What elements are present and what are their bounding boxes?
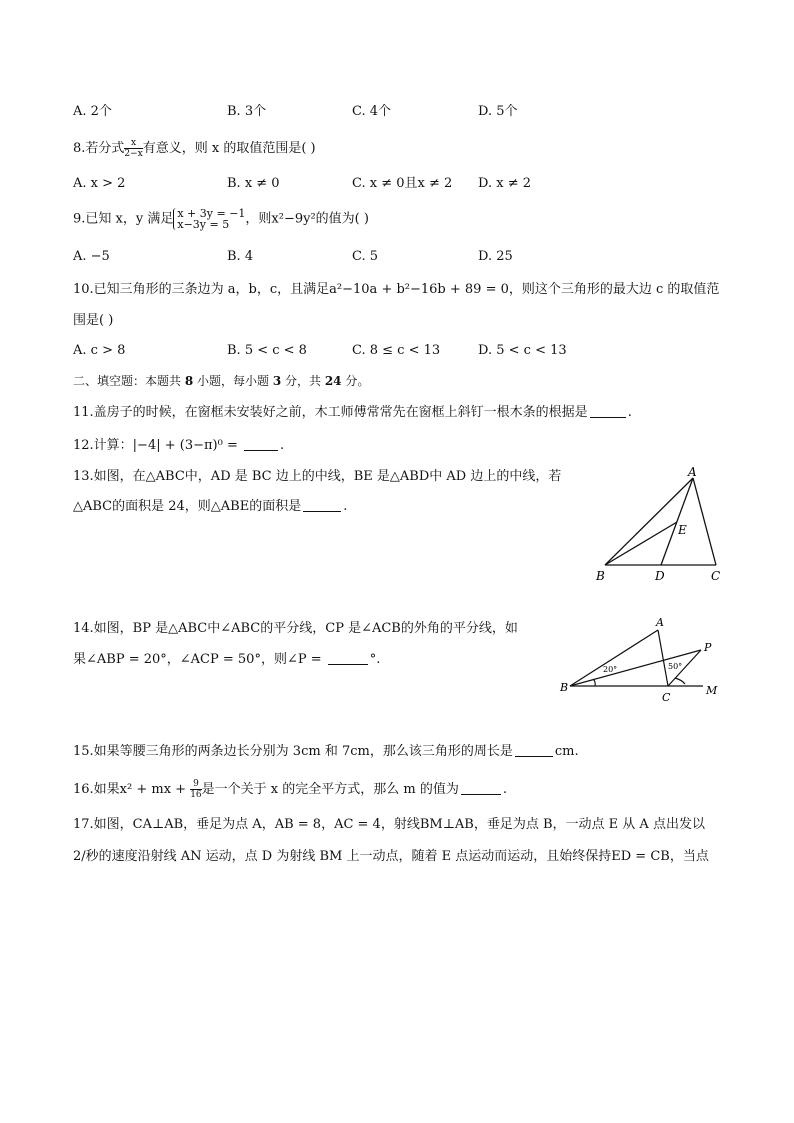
q14-angle-label-20: 20° — [603, 665, 618, 674]
q9-stem — [73, 208, 369, 230]
q8-stem — [73, 138, 316, 159]
q12-stem — [73, 436, 284, 456]
q9-equation-system — [173, 208, 245, 230]
q15-end: cm. — [554, 744, 579, 759]
q16-fraction — [190, 779, 201, 800]
section2-mid2: 分，共 — [281, 374, 325, 388]
q7-option-d: D. 5个 — [478, 104, 518, 119]
q13-label-a: A — [688, 465, 697, 479]
q14-angle-label-50: 50° — [668, 662, 683, 671]
q7-option-b: B. 3个 — [227, 104, 267, 119]
q11-text: 11.盖房子的时候，在窗框未安装好之前，木工师傅常常先在窗框上斜钉一根木条的根据是 — [73, 405, 588, 420]
q8-suffix: 有意义，则 x 的取值范围是( ) — [142, 141, 316, 156]
q14-label-m: M — [706, 684, 718, 697]
q8-frac-den: 2−x — [124, 149, 143, 159]
q14-label-p: P — [704, 641, 712, 654]
q14-line2: 果∠ABP = 20°，∠ACP = 50°，则∠P = — [73, 652, 326, 667]
section2-mid: 小题，每小题 — [193, 374, 273, 388]
q13-end: . — [343, 499, 348, 514]
q14-triangle-figure — [555, 612, 730, 707]
section2-count: 8 — [184, 374, 194, 388]
section2-prefix: 二、填空题：本题共 — [73, 374, 185, 388]
q13-segment-ad — [661, 478, 693, 565]
q13-label-d: D — [655, 569, 665, 583]
q7-option-c: C. 4个 — [352, 104, 392, 119]
q10-line1: 10.已知三角形的三条边为 a，b，c，且满足a²−10a + b²−16b + 89 = 0，则这个三角形的最大边 c 的取值范 — [73, 282, 720, 297]
q14-angle-arc-c — [675, 678, 685, 684]
q9-eq2: x−3y = 5 — [177, 218, 230, 231]
q8-frac-num: x — [124, 138, 142, 149]
q16-end: . — [502, 782, 507, 797]
q8-option-a: A. x > 2 — [73, 176, 126, 191]
q14-end: °. — [369, 652, 381, 667]
q8-option-b: B. x ≠ 0 — [227, 176, 280, 191]
q13-answer-blank[interactable] — [303, 497, 341, 512]
q11-stem — [73, 403, 632, 423]
q11-answer-blank[interactable] — [590, 403, 626, 418]
q13-line2: △ABC的面积是 24，则△ABE的面积是 — [73, 499, 302, 514]
q13-label-b: B — [596, 569, 605, 583]
q10-option-a: A. c > 8 — [73, 343, 126, 358]
q14-label-b: B — [560, 681, 569, 694]
q9-option-a: A. −5 — [73, 249, 110, 264]
section-header-fill-in — [73, 372, 369, 389]
q8-option-c: C. x ≠ 0且x ≠ 2 — [352, 176, 453, 191]
q14-segment-ba — [570, 630, 658, 686]
q16-prefix: 16.如果x² + mx + — [73, 782, 191, 797]
q14-angle-arc-b — [593, 679, 595, 686]
q14-label-c: C — [662, 691, 671, 704]
q13-triangle-figure — [590, 462, 730, 587]
q10-line2: 围是( ) — [73, 313, 114, 328]
q10-option-b: B. 5 < c < 8 — [227, 343, 307, 358]
q16-frac-den: 16 — [190, 790, 202, 800]
q17-line1: 17.如图，CA⊥AB，垂足为点 A，AB = 8，AC = 4，射线BM⊥AB，垂足为点 B，一动点 E 从 A 点出发以 — [73, 817, 705, 832]
q12-answer-blank[interactable] — [244, 436, 278, 451]
q8-fraction — [124, 138, 142, 159]
q12-end: . — [279, 438, 285, 453]
q12-text: 12.计算：|−4| + (3−π)⁰ = — [73, 438, 242, 453]
section2-suffix: 分。 — [341, 374, 370, 388]
q13-line2-wrap — [73, 497, 347, 517]
q16-stem — [73, 779, 507, 800]
q9-prefix: 9.已知 x，y 满足 — [73, 211, 174, 227]
q11-end: . — [627, 405, 632, 420]
q16-suffix: 是一个关于 x 的完全平方式，那么 m 的值为 — [201, 782, 459, 797]
q14-answer-blank[interactable] — [328, 650, 368, 665]
q8-prefix: 8.若分式 — [73, 141, 125, 156]
q16-frac-num: 9 — [190, 779, 201, 790]
q10-option-c: C. 8 ≤ c < 13 — [352, 343, 441, 358]
q13-segment-ac — [693, 478, 716, 565]
q9-suffix: ，则x²−9y²的值为( ) — [245, 211, 369, 227]
q13-segment-be — [605, 522, 677, 565]
q9-option-b: B. 4 — [227, 249, 254, 264]
q14-line1: 14.如图，BP 是△ABC中∠ABC的平分线，CP 是∠ACB的外角的平分线，如 — [73, 621, 518, 636]
q14-label-a: A — [656, 616, 664, 629]
section2-score: 3 — [272, 374, 282, 388]
q14-line2-wrap — [73, 650, 380, 670]
q9-eq1: x + 3y = −1 — [177, 207, 246, 220]
section2-total: 24 — [324, 374, 342, 388]
q15-text: 15.如果等腰三角形的两条边长分别为 3cm 和 7cm，那么该三角形的周长是 — [73, 744, 513, 759]
q16-answer-blank[interactable] — [461, 780, 501, 795]
q15-stem — [73, 742, 579, 762]
q15-answer-blank[interactable] — [515, 742, 553, 757]
q17-line2: 2/秒的速度沿射线 AN 运动，点 D 为射线 BM 上一动点，随着 E 点运动而运动，且始终保持ED = CB，当点 — [73, 849, 709, 864]
q13-label-c: C — [711, 569, 721, 583]
q10-option-d: D. 5 < c < 13 — [478, 343, 567, 358]
q8-option-d: D. x ≠ 2 — [478, 176, 531, 191]
q13-segment-ab — [605, 478, 693, 565]
q9-option-c: C. 5 — [352, 249, 379, 264]
q9-option-d: D. 25 — [478, 249, 513, 264]
q7-option-a: A. 2个 — [73, 104, 112, 119]
q13-label-e: E — [678, 523, 687, 537]
q14-segment-ac — [658, 630, 668, 686]
q13-line1: 13.如图，在△ABC中，AD 是 BC 边上的中线，BE 是△ABD中 AD 边上的中线，若 — [73, 469, 562, 484]
